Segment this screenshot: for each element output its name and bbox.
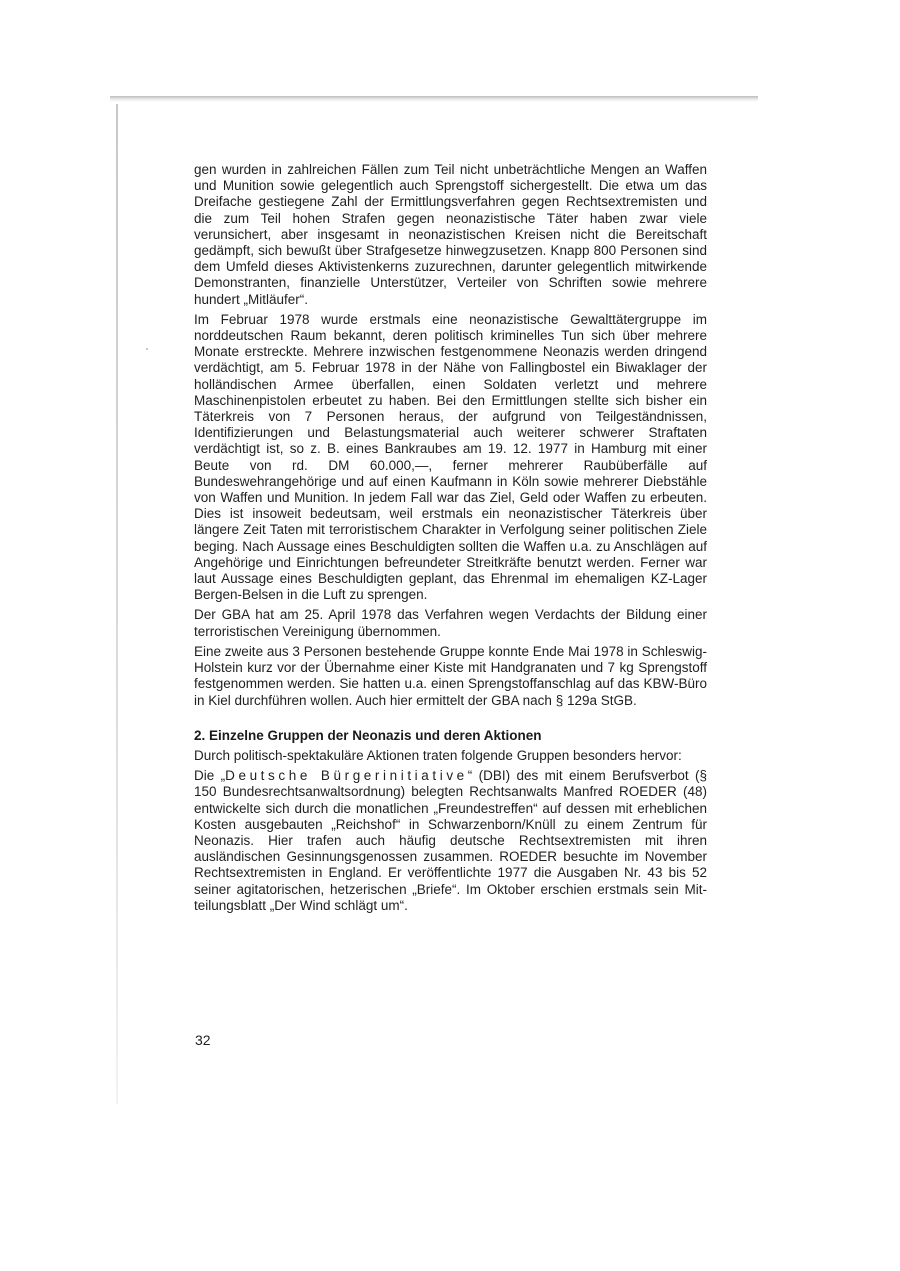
section-heading: 2. Einzelne Gruppen der Neonazis und deren Aktionen — [194, 727, 542, 743]
paragraph-1: gen wurden in zahlreichen Fällen zum Teil nicht unbeträchtliche Mengen an Waffen und Munition sowie gelegentlich auch Sprengstoff sichergestellt. Die etwa um das Dreifache gestiegene Zahl der Ermittlungsverfahren gegen Rechtsextremisten und die zum Teil hohen Strafen gegen neonazistische Täter haben zwar viele verunsichert, aber insgesamt in neonazistischen Kreisen nicht die Bereitschaft gedämpft, sich bewußt über Strafgesetze hinwegzusetzen. Knapp 800 Personen sind dem Umfeld dieses Aktivistenkerns zuzurechnen, darunter gelegentlich mitwirkende Demonstranten, finanzielle Unterstützer, Verteiler von Schriften sowie mehrere hundert „Mitläufer“. — [194, 162, 707, 307]
page-top-shadow — [110, 96, 758, 102]
section-intro: Durch politisch-spektakuläre Aktionen traten folgende Gruppen besonders hervor: — [194, 747, 682, 763]
body-text — [194, 162, 707, 918]
dbi-spaced-name: Deutsche Bürgerinitiative — [225, 768, 468, 784]
dbi-prefix: Die „ — [194, 768, 226, 784]
dbi-rest: “ (DBI) des mit einem Berufsverbot (§ 150 Bundesrechtsanwaltsordnung) belegten Rechtsanwalts Manfred ROEDER (48) entwickelte sich durch die monatlichen „Freundestreffen“ auf dessen mit erheblichen Kosten ausgebauten „Reichshof“ in Schwarzenborn/Knüll zu einem Zentrum für Neonazis. Hier trafen auch häufig deutsche Rechtsextremisten mit ihren ausländischen Gesinnungsgenossen zusammen. ROEDER besuchte im November Rechtsextremisten in England. Er veröffentlichte 1977 die Ausgaben Nr. 43 bis 52 seiner agitatorischen, hetzerischen „Briefe“. Im Oktober erschien erstmals sein Mitteilungsblatt „Der Wind schlägt um“. — [194, 768, 707, 913]
paragraph-4: Eine zweite aus 3 Personen bestehende Gruppe konnte Ende Mai 1978 in Schleswig-Holstein kurz vor der Übernahme einer Kiste mit Handgranaten und 7 kg Sprengstoff festgenommen werden. Sie hatten u.a. einen Sprengstoffanschlag auf das KBW-Büro in Kiel durchführen wollen. Auch hier ermittelt der GBA nach § 129a StGB. — [194, 643, 707, 708]
paragraph-3: Der GBA hat am 25. April 1978 das Verfahren wegen Verdachts der Bildung einer terroristischen Vereinigung übernommen. — [194, 607, 707, 639]
margin-speck — [146, 348, 148, 350]
paragraph-dbi — [194, 768, 707, 914]
page-number: 32 — [195, 1032, 211, 1048]
paragraph-2: Im Februar 1978 wurde erstmals eine neonazistische Gewalttätergruppe im norddeutschen Raum bekannt, deren politisch kriminelles Tun sich über mehrere Monate erstreckte. Mehrere inzwischen festgenommene Neonazis werden dringend verdächtigt, am 5. Februar 1978 in der Nähe von Fallingbostel ein Biwaklager der holländischen Armee überfallen, einen Soldaten verletzt und mehrere Maschinenpistolen erbeutet zu haben. Bei den Ermittlungen stellte sich bisher ein Täterkreis von 7 Personen heraus, der aufgrund von Teilgeständnissen, Identifizierungen und Belastungsmaterial auch weiterer schwerer Straftaten verdächtigt ist, so z. B. eines Bankraubes am 19. 12. 1977 in Hamburg mit einer Beute von rd. DM 60.000,—, ferner mehrerer Raubüberfälle auf Bundeswehrangehörige und auf einen Kaufmann in Köln sowie mehrerer Diebstähle von Waffen und Munition. In jedem Fall war das Ziel, Geld oder Waffen zu erbeuten. Dies ist insoweit bedeutsam, weil erstmals ein neonazistischer Täterkreis über längere Zeit Taten mit terroristischem Charakter in Verfolgung seiner politischen Ziele beging. Nach Aussage eines Beschuldigten sollten die Waffen u.a. zu Anschlägen auf Angehörige und Einrichtungen befreundeter Streitkräfte benutzt werden. Ferner war laut Aussage eines Beschuldigten geplant, das Ehrenmal im ehemaligen KZ-Lager Bergen-Belsen in die Luft zu sprengen. — [194, 311, 707, 603]
page-left-edge — [116, 104, 118, 1104]
